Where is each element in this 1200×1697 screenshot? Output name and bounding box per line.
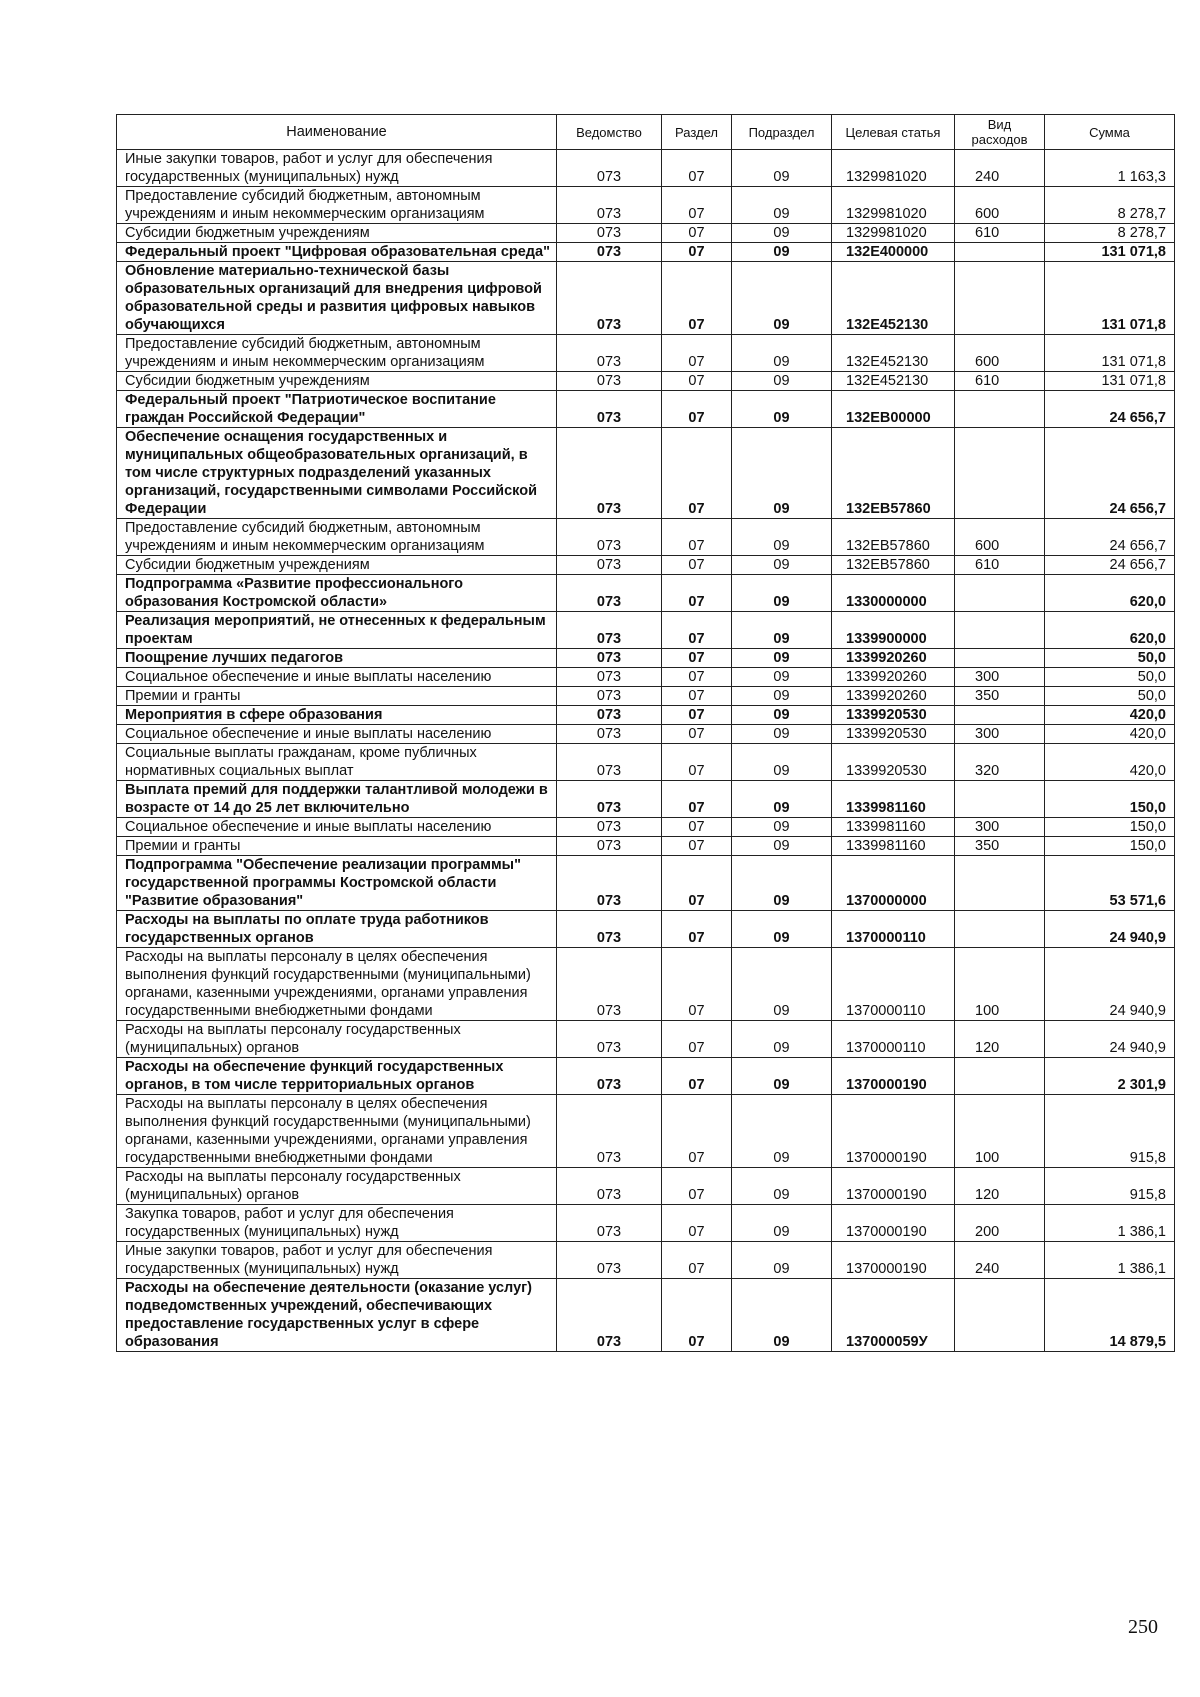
cell-tselevaya-statya: 137000059У [832,1279,955,1352]
cell-summa: 24 656,7 [1045,556,1175,575]
cell-vid-raskhodov: 600 [955,335,1045,372]
cell-name: Расходы на выплаты персоналу в целях обеспечения выполнения функций государственными (муниципальными) органами, казенными учреждениями, органами управления государственными внебюджетными фондами [117,1095,557,1168]
table-row [117,856,1175,911]
cell-podrazdel: 09 [732,706,832,725]
cell-tselevaya-statya: 1339900000 [832,612,955,649]
cell-tselevaya-statya: 1329981020 [832,150,955,187]
cell-vedomstvo: 073 [557,150,662,187]
cell-razdel: 07 [662,781,732,818]
cell-name: Поощрение лучших педагогов [117,649,557,668]
table-row [117,575,1175,612]
cell-summa: 24 656,7 [1045,428,1175,519]
cell-summa: 620,0 [1045,575,1175,612]
cell-podrazdel: 09 [732,1058,832,1095]
cell-vid-raskhodov: 100 [955,1095,1045,1168]
cell-podrazdel: 09 [732,1205,832,1242]
cell-podrazdel: 09 [732,948,832,1021]
cell-razdel: 07 [662,1279,732,1352]
cell-name: Реализация мероприятий, не отнесенных к федеральным проектам [117,612,557,649]
table-row [117,725,1175,744]
cell-vedomstvo: 073 [557,948,662,1021]
cell-vid-raskhodov: 300 [955,818,1045,837]
cell-razdel: 07 [662,744,732,781]
cell-razdel: 07 [662,1168,732,1205]
cell-podrazdel: 09 [732,224,832,243]
cell-summa: 420,0 [1045,706,1175,725]
table-body [117,150,1175,1352]
cell-summa: 14 879,5 [1045,1279,1175,1352]
cell-summa: 131 071,8 [1045,372,1175,391]
cell-tselevaya-statya: 1370000190 [832,1168,955,1205]
cell-vedomstvo: 073 [557,837,662,856]
cell-summa: 24 656,7 [1045,391,1175,428]
cell-vedomstvo: 073 [557,556,662,575]
cell-tselevaya-statya: 132E452130 [832,372,955,391]
cell-summa: 8 278,7 [1045,187,1175,224]
table-row [117,1095,1175,1168]
cell-name: Социальное обеспечение и иные выплаты населению [117,725,557,744]
cell-vid-raskhodov [955,856,1045,911]
cell-podrazdel: 09 [732,668,832,687]
cell-razdel: 07 [662,391,732,428]
cell-vid-raskhodov [955,391,1045,428]
cell-vedomstvo: 073 [557,1242,662,1279]
cell-name: Обеспечение оснащения государственных и муниципальных общеобразовательных организаций, в том числе структурных подразделений указанных организаций, государственными символами Российской Федерации [117,428,557,519]
cell-vedomstvo: 073 [557,243,662,262]
cell-tselevaya-statya: 1339981160 [832,781,955,818]
cell-name: Предоставление субсидий бюджетным, автономным учреждениям и иным некоммерческим организациям [117,335,557,372]
cell-summa: 50,0 [1045,687,1175,706]
cell-summa: 1 386,1 [1045,1242,1175,1279]
cell-tselevaya-statya: 132EB57860 [832,428,955,519]
cell-vid-raskhodov: 300 [955,668,1045,687]
cell-vedomstvo: 073 [557,519,662,556]
table-row [117,1058,1175,1095]
table-row [117,687,1175,706]
cell-vedomstvo: 073 [557,911,662,948]
cell-vedomstvo: 073 [557,725,662,744]
cell-razdel: 07 [662,818,732,837]
cell-name: Подпрограмма "Обеспечение реализации программы" государственной программы Костромской области "Развитие образования" [117,856,557,911]
cell-name: Социальные выплаты гражданам, кроме публичных нормативных социальных выплат [117,744,557,781]
cell-summa: 50,0 [1045,668,1175,687]
cell-summa: 915,8 [1045,1168,1175,1205]
cell-name: Субсидии бюджетным учреждениям [117,372,557,391]
table-row [117,224,1175,243]
table-row [117,1242,1175,1279]
table-row [117,818,1175,837]
cell-razdel: 07 [662,556,732,575]
cell-name: Закупка товаров, работ и услуг для обеспечения государственных (муниципальных) нужд [117,1205,557,1242]
cell-summa: 1 386,1 [1045,1205,1175,1242]
cell-summa: 131 071,8 [1045,335,1175,372]
cell-vedomstvo: 073 [557,612,662,649]
cell-tselevaya-statya: 1370000190 [832,1242,955,1279]
cell-summa: 8 278,7 [1045,224,1175,243]
cell-tselevaya-statya: 1339920530 [832,706,955,725]
cell-vid-raskhodov: 610 [955,224,1045,243]
cell-razdel: 07 [662,519,732,556]
header-row [117,115,1175,150]
cell-tselevaya-statya: 1329981020 [832,187,955,224]
cell-vid-raskhodov [955,706,1045,725]
header-vid-raskhodov: Вид расходов [955,115,1045,150]
cell-tselevaya-statya: 1339920260 [832,668,955,687]
cell-razdel: 07 [662,224,732,243]
cell-name: Иные закупки товаров, работ и услуг для обеспечения государственных (муниципальных) нужд [117,150,557,187]
cell-vid-raskhodov [955,612,1045,649]
cell-summa: 420,0 [1045,725,1175,744]
cell-summa: 24 656,7 [1045,519,1175,556]
cell-vid-raskhodov [955,649,1045,668]
cell-vid-raskhodov [955,1058,1045,1095]
page-number: 250 [1128,1616,1158,1638]
cell-name: Социальное обеспечение и иные выплаты населению [117,818,557,837]
cell-razdel: 07 [662,837,732,856]
table-row [117,744,1175,781]
cell-name: Федеральный проект "Патриотическое воспитание граждан Российской Федерации" [117,391,557,428]
cell-name: Расходы на обеспечение деятельности (оказание услуг) подведомственных учреждений, обеспечивающих предоставление государственных услуг в сфере образования [117,1279,557,1352]
cell-vedomstvo: 073 [557,1058,662,1095]
table-header [117,115,1175,150]
header-tselevaya-statya: Целевая статья [832,115,955,150]
cell-vedomstvo: 073 [557,649,662,668]
cell-vid-raskhodov: 100 [955,948,1045,1021]
table-row [117,1205,1175,1242]
cell-vid-raskhodov: 240 [955,150,1045,187]
cell-podrazdel: 09 [732,1242,832,1279]
cell-razdel: 07 [662,706,732,725]
header-podrazdel: Подраздел [732,115,832,150]
cell-vid-raskhodov: 600 [955,519,1045,556]
cell-name: Расходы на выплаты по оплате труда работников государственных органов [117,911,557,948]
cell-razdel: 07 [662,243,732,262]
cell-vid-raskhodov [955,911,1045,948]
cell-razdel: 07 [662,262,732,335]
cell-vid-raskhodov: 120 [955,1168,1045,1205]
cell-vedomstvo: 073 [557,818,662,837]
table-row [117,372,1175,391]
cell-podrazdel: 09 [732,262,832,335]
table-row [117,1021,1175,1058]
cell-name: Федеральный проект "Цифровая образовательная среда" [117,243,557,262]
cell-vid-raskhodov: 120 [955,1021,1045,1058]
cell-name: Премии и гранты [117,837,557,856]
cell-podrazdel: 09 [732,911,832,948]
cell-podrazdel: 09 [732,1168,832,1205]
cell-razdel: 07 [662,1205,732,1242]
table-row [117,612,1175,649]
cell-vid-raskhodov [955,575,1045,612]
table-row [117,150,1175,187]
cell-razdel: 07 [662,187,732,224]
cell-vedomstvo: 073 [557,187,662,224]
cell-vedomstvo: 073 [557,335,662,372]
cell-vid-raskhodov [955,1279,1045,1352]
table-row [117,948,1175,1021]
table-row [117,428,1175,519]
cell-razdel: 07 [662,668,732,687]
cell-summa: 1 163,3 [1045,150,1175,187]
table-row [117,519,1175,556]
cell-vid-raskhodov: 600 [955,187,1045,224]
cell-podrazdel: 09 [732,612,832,649]
cell-tselevaya-statya: 1339920260 [832,687,955,706]
cell-name: Субсидии бюджетным учреждениям [117,224,557,243]
cell-vid-raskhodov [955,428,1045,519]
cell-name: Мероприятия в сфере образования [117,706,557,725]
cell-name: Иные закупки товаров, работ и услуг для обеспечения государственных (муниципальных) нужд [117,1242,557,1279]
cell-summa: 24 940,9 [1045,911,1175,948]
cell-vid-raskhodov: 240 [955,1242,1045,1279]
cell-vedomstvo: 073 [557,687,662,706]
cell-tselevaya-statya: 1339981160 [832,837,955,856]
cell-summa: 53 571,6 [1045,856,1175,911]
table-row [117,187,1175,224]
cell-name: Подпрограмма «Развитие профессионального образования Костромской области» [117,575,557,612]
cell-tselevaya-statya: 1370000190 [832,1058,955,1095]
cell-vedomstvo: 073 [557,706,662,725]
cell-summa: 131 071,8 [1045,262,1175,335]
table-row [117,781,1175,818]
cell-tselevaya-statya: 1370000110 [832,948,955,1021]
cell-vedomstvo: 073 [557,1021,662,1058]
cell-podrazdel: 09 [732,781,832,818]
table-row [117,706,1175,725]
cell-podrazdel: 09 [732,187,832,224]
cell-razdel: 07 [662,856,732,911]
cell-podrazdel: 09 [732,818,832,837]
table-row [117,556,1175,575]
cell-vid-raskhodov: 320 [955,744,1045,781]
cell-vedomstvo: 073 [557,575,662,612]
cell-podrazdel: 09 [732,856,832,911]
cell-tselevaya-statya: 1370000110 [832,911,955,948]
cell-summa: 131 071,8 [1045,243,1175,262]
table-row [117,335,1175,372]
table-row [117,911,1175,948]
cell-tselevaya-statya: 132EB00000 [832,391,955,428]
cell-name: Обновление материально-технической базы образовательных организаций для внедрения цифровой образовательной среды и развития цифровых навыков обучающихся [117,262,557,335]
cell-name: Расходы на выплаты персоналу государственных (муниципальных) органов [117,1021,557,1058]
cell-tselevaya-statya: 1339920260 [832,649,955,668]
cell-name: Расходы на обеспечение функций государственных органов, в том числе территориальных органов [117,1058,557,1095]
table-row [117,649,1175,668]
header-vedomstvo: Ведомство [557,115,662,150]
table-row [117,1168,1175,1205]
table-row [117,837,1175,856]
cell-vedomstvo: 073 [557,781,662,818]
cell-vid-raskhodov: 610 [955,372,1045,391]
cell-vedomstvo: 073 [557,224,662,243]
cell-podrazdel: 09 [732,372,832,391]
cell-summa: 50,0 [1045,649,1175,668]
cell-tselevaya-statya: 1339920530 [832,744,955,781]
cell-name: Социальное обеспечение и иные выплаты населению [117,668,557,687]
cell-tselevaya-statya: 132EB57860 [832,519,955,556]
cell-vedomstvo: 073 [557,391,662,428]
cell-podrazdel: 09 [732,649,832,668]
cell-vedomstvo: 073 [557,262,662,335]
cell-tselevaya-statya: 132E452130 [832,262,955,335]
cell-vid-raskhodov: 350 [955,687,1045,706]
table-row [117,391,1175,428]
cell-vedomstvo: 073 [557,372,662,391]
cell-vid-raskhodov: 300 [955,725,1045,744]
cell-vedomstvo: 073 [557,1168,662,1205]
cell-vedomstvo: 073 [557,428,662,519]
header-razdel: Раздел [662,115,732,150]
cell-razdel: 07 [662,1021,732,1058]
cell-podrazdel: 09 [732,837,832,856]
cell-name: Расходы на выплаты персоналу государственных (муниципальных) органов [117,1168,557,1205]
cell-podrazdel: 09 [732,744,832,781]
cell-summa: 2 301,9 [1045,1058,1175,1095]
cell-podrazdel: 09 [732,687,832,706]
cell-podrazdel: 09 [732,575,832,612]
cell-name: Расходы на выплаты персоналу в целях обеспечения выполнения функций государственными (муниципальными) органами, казенными учреждениями, органами управления государственными внебюджетными фондами [117,948,557,1021]
cell-vid-raskhodov: 200 [955,1205,1045,1242]
cell-tselevaya-statya: 132E452130 [832,335,955,372]
cell-razdel: 07 [662,150,732,187]
cell-razdel: 07 [662,575,732,612]
table-row [117,1279,1175,1352]
cell-vid-raskhodov [955,243,1045,262]
cell-podrazdel: 09 [732,725,832,744]
cell-razdel: 07 [662,1095,732,1168]
cell-vid-raskhodov [955,781,1045,818]
cell-podrazdel: 09 [732,428,832,519]
cell-podrazdel: 09 [732,1095,832,1168]
cell-razdel: 07 [662,612,732,649]
cell-vid-raskhodov: 350 [955,837,1045,856]
cell-name: Премии и гранты [117,687,557,706]
cell-tselevaya-statya: 1330000000 [832,575,955,612]
table-row [117,262,1175,335]
cell-podrazdel: 09 [732,243,832,262]
cell-tselevaya-statya: 1339981160 [832,818,955,837]
cell-tselevaya-statya: 1370000190 [832,1205,955,1242]
cell-podrazdel: 09 [732,335,832,372]
cell-summa: 150,0 [1045,781,1175,818]
cell-name: Выплата премий для поддержки талантливой молодежи в возрасте от 14 до 25 лет включительно [117,781,557,818]
header-summa: Сумма [1045,115,1175,150]
cell-razdel: 07 [662,1242,732,1279]
cell-podrazdel: 09 [732,391,832,428]
cell-name: Предоставление субсидий бюджетным, автономным учреждениям и иным некоммерческим организациям [117,187,557,224]
cell-tselevaya-statya: 1370000110 [832,1021,955,1058]
cell-podrazdel: 09 [732,556,832,575]
cell-razdel: 07 [662,725,732,744]
cell-summa: 150,0 [1045,818,1175,837]
cell-razdel: 07 [662,948,732,1021]
cell-summa: 915,8 [1045,1095,1175,1168]
cell-vid-raskhodov: 610 [955,556,1045,575]
cell-tselevaya-statya: 1370000000 [832,856,955,911]
cell-razdel: 07 [662,687,732,706]
cell-podrazdel: 09 [732,519,832,556]
cell-podrazdel: 09 [732,150,832,187]
cell-razdel: 07 [662,372,732,391]
cell-razdel: 07 [662,649,732,668]
cell-summa: 150,0 [1045,837,1175,856]
cell-tselevaya-statya: 132E400000 [832,243,955,262]
cell-summa: 620,0 [1045,612,1175,649]
cell-razdel: 07 [662,335,732,372]
cell-vedomstvo: 073 [557,856,662,911]
cell-razdel: 07 [662,911,732,948]
cell-podrazdel: 09 [732,1279,832,1352]
cell-summa: 420,0 [1045,744,1175,781]
cell-vedomstvo: 073 [557,744,662,781]
cell-summa: 24 940,9 [1045,1021,1175,1058]
cell-vedomstvo: 073 [557,1095,662,1168]
cell-razdel: 07 [662,428,732,519]
cell-tselevaya-statya: 1329981020 [832,224,955,243]
cell-tselevaya-statya: 1339920530 [832,725,955,744]
table-row [117,243,1175,262]
budget-table [116,114,1175,1352]
cell-summa: 24 940,9 [1045,948,1175,1021]
cell-name: Субсидии бюджетным учреждениям [117,556,557,575]
cell-podrazdel: 09 [732,1021,832,1058]
cell-vedomstvo: 073 [557,1279,662,1352]
cell-name: Предоставление субсидий бюджетным, автономным учреждениям и иным некоммерческим организациям [117,519,557,556]
cell-tselevaya-statya: 1370000190 [832,1095,955,1168]
cell-vid-raskhodov [955,262,1045,335]
cell-vedomstvo: 073 [557,668,662,687]
header-name: Наименование [117,115,557,150]
table-row [117,668,1175,687]
cell-razdel: 07 [662,1058,732,1095]
cell-tselevaya-statya: 132EB57860 [832,556,955,575]
cell-vedomstvo: 073 [557,1205,662,1242]
